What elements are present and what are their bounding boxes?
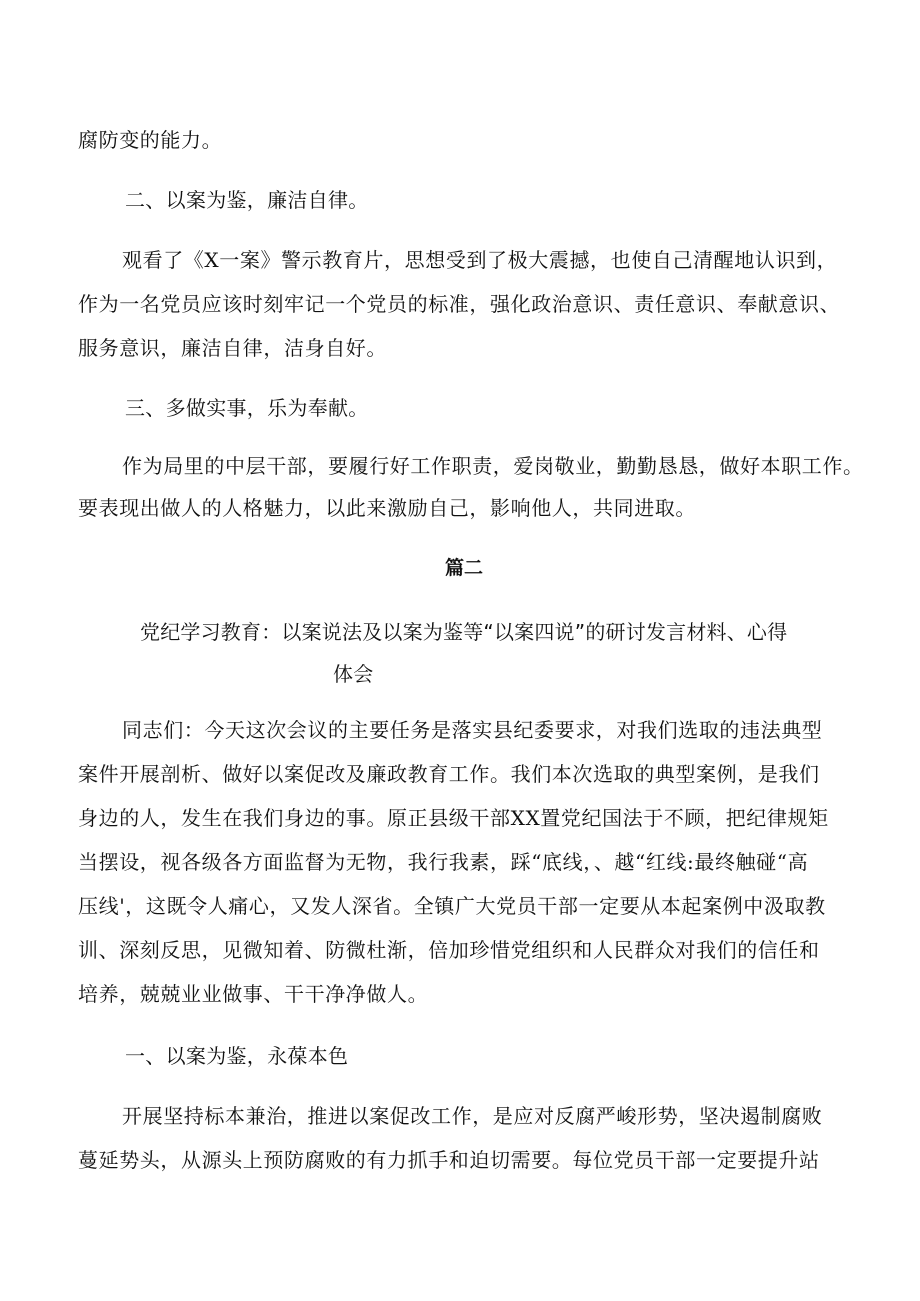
document-title: 党纪学习教育：以案说法及以案为鉴等“以案四说”的研讨发言材料、心得 — [140, 620, 788, 644]
paragraph-line: 作为一名党员应该时刻牢记一个党员的标准，强化政治意识、责任意识、奉献意识、 — [78, 292, 841, 316]
paragraph-line — [78, 1102, 858, 1130]
paragraph-line: 当摆设，视各级各方面监督为无物，我行我素，踩“底线，、越“红线:最终触碰“高 — [78, 850, 809, 874]
paragraph-line: 服务意识，廉洁自律，洁身自好。 — [78, 336, 387, 360]
section-heading: 一、以案为鉴，永葆本色 — [125, 1044, 349, 1068]
chapter-label: 篇二 — [445, 557, 484, 579]
paragraph-line: 训、深刻反思，见微知着、防微杜渐，倍加珍惜党组织和人民群众对我们的信任和 — [78, 938, 820, 962]
paragraph-text: 开展坚持标本兼治，推进以案促改工作，是应对反腐严峻形势，坚决遏制腐败 — [122, 1104, 823, 1128]
section-heading: 二、以案为鉴，廉洁自律。 — [125, 188, 369, 212]
paragraph-line: 腐防变的能力。 — [78, 128, 223, 152]
document-title-continued: 体会 — [333, 662, 374, 686]
paragraph-line — [78, 452, 864, 480]
paragraph-line: 压线'，这既令人痛心，又发人深省。全镇广大党员干部一定要从本起案例中汲取教 — [78, 894, 826, 918]
section-heading: 三、多做实事，乐为奉献。 — [125, 396, 369, 420]
paragraph-line: 身边的人，发生在我们身边的事。原正县级干部XX置党纪国法于不顾，把纪律规矩 — [78, 806, 829, 830]
paragraph-text: 观看了《X一案》警示教育片，思想受到了极大震撼，也使自己清醒地认识到， — [122, 248, 838, 272]
paragraph-line: 培养，兢兢业业做事、干干净净做人。 — [78, 982, 429, 1006]
paragraph-line: 要表现出做人的人格魅力，以此来激励自己，影响他人，共同进取。 — [78, 496, 696, 520]
paragraph-line — [78, 716, 858, 744]
paragraph-line — [78, 246, 858, 274]
paragraph-line: 蔓延势头，从源头上预防腐败的有力抓手和迫切需要。每位党员干部一定要提升站 — [78, 1148, 820, 1172]
paragraph-line: 案件开展剖析、做好以案促改及廉政教育工作。我们本次选取的典型案例，是我们 — [78, 762, 820, 786]
paragraph-text: 作为局里的中层干部，要履行好工作职责，爱岗敬业，勤勤恳恳，做好本职工作。 — [122, 454, 864, 478]
paragraph-text: 同志们：今天这次会议的主要任务是落实县纪委要求，对我们选取的违法典型 — [122, 718, 823, 742]
